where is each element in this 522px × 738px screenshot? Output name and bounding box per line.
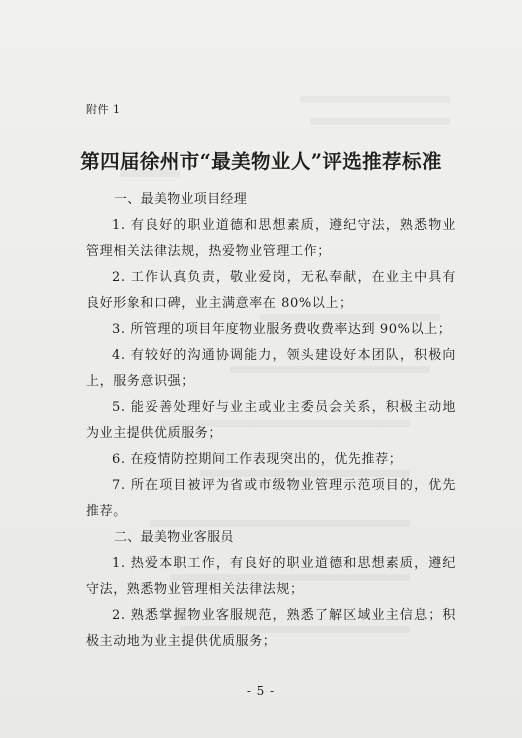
criteria-item: 5. 能妥善处理好与业主或业主委员会关系，积极主动地为业主提供优质服务；: [86, 400, 456, 441]
section-heading: 二、最美物业客服员: [114, 530, 234, 545]
criteria-item: 4. 有较好的沟通协调能力，领头建设好本团队，积极向上，服务意识强；: [86, 348, 456, 389]
criteria-item: 3. 所管理的项目年度物业服务费收费率达到 90%以上；: [112, 322, 452, 337]
criteria-item: 1. 热爱本职工作，有良好的职业道德和思想素质，遵纪守法，熟悉物业管理相关法律法规；: [86, 556, 456, 597]
criteria-item: 2. 工作认真负责，敬业爱岗，无私奉献，在业主中具有良好形象和口碑，业主满意率在 80%以上；: [86, 270, 456, 311]
section-project-manager: [86, 187, 456, 525]
document-body: [86, 187, 456, 655]
section-heading: 一、最美物业项目经理: [114, 192, 248, 207]
criteria-item: 2. 熟悉掌握物业客服规范，熟悉了解区域业主信息；积极主动地为业主提供优质服务；: [86, 608, 456, 649]
document-title: 第四届徐州市“最美物业人”评选推荐标准: [80, 150, 442, 173]
page-number: - 5 -: [246, 684, 276, 698]
criteria-item: 6. 在疫情防控期间工作表现突出的，优先推荐；: [112, 452, 403, 467]
section-customer-service: [86, 525, 456, 655]
criteria-item: 1. 有良好的职业道德和思想素质，遵纪守法，熟悉物业管理相关法律法规，热爱物业管理工作；: [86, 218, 456, 259]
attachment-label: 附件 1: [86, 103, 121, 116]
criteria-item: 7. 所在项目被评为省或市级物业管理示范项目的，优先推荐。: [86, 478, 456, 519]
